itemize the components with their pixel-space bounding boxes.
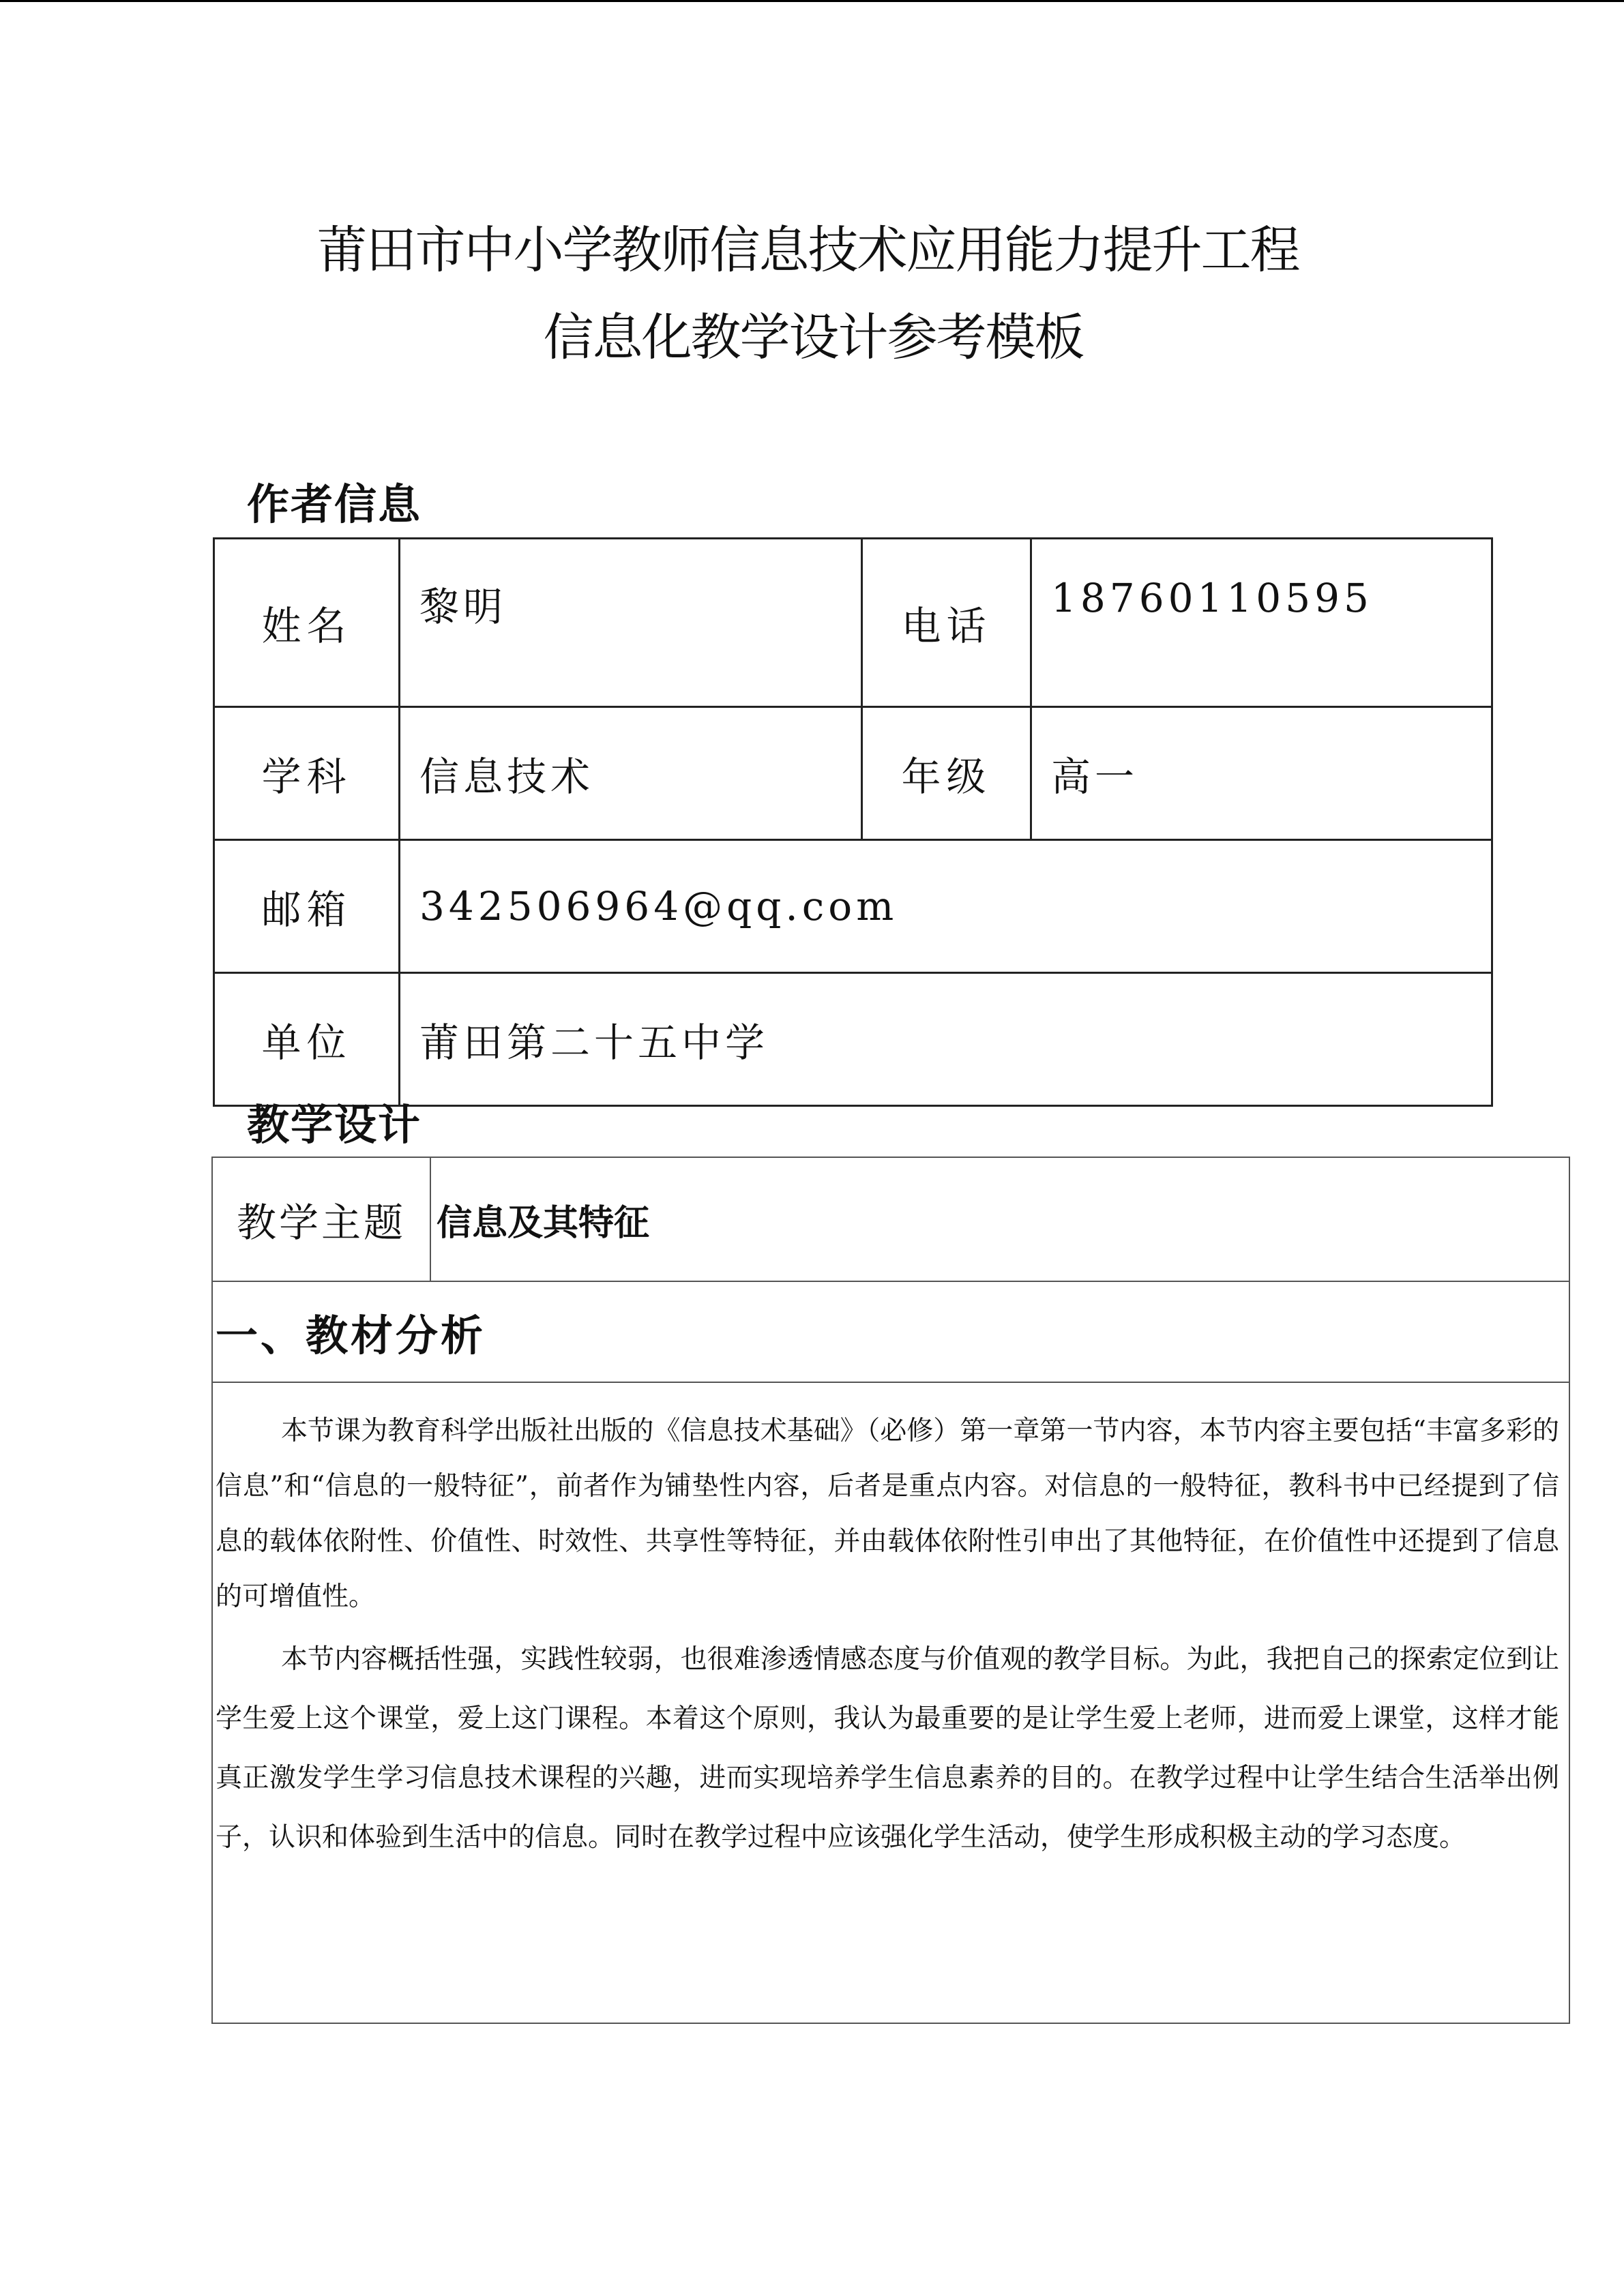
author-info-heading: 作者信息 bbox=[247, 479, 422, 529]
theme-value: 信息及其特征 bbox=[430, 1157, 1569, 1281]
subject-value: 信息技术 bbox=[400, 707, 862, 840]
grade-label: 年级 bbox=[862, 707, 1031, 840]
email-value: 342506964@qq.com bbox=[400, 840, 1492, 973]
subject-label: 学科 bbox=[214, 707, 400, 840]
grade-value: 高一 bbox=[1031, 707, 1492, 840]
author-row-subject-grade bbox=[214, 707, 1492, 840]
analysis-heading-row bbox=[212, 1281, 1569, 1382]
author-row-name-phone bbox=[214, 539, 1492, 707]
document-title-line1: 莆田市中小学教师信息技术应用能力提升工程 bbox=[316, 221, 1299, 280]
name-label: 姓名 bbox=[214, 539, 400, 707]
analysis-body-row bbox=[212, 1382, 1569, 2023]
document-title-line2: 信息化教学设计参考模板 bbox=[543, 308, 1084, 367]
email-label: 邮箱 bbox=[214, 840, 400, 973]
analysis-paragraph-2: 本节内容概括性强，实践性较弱，也很难渗透情感态度与价值观的教学目标。为此，我把自己的探索定位到让学生爱上这个课堂，爱上这门课程。本着这个原则，我认为最重要的是让学生爱上老师，进而爱上课堂，这样才能真正激发学生学习信息技术课程的兴趣，进而实现培养学生信息素养的目的。在教学过程中让学生结合生活举出例子，认识和体验到生活中的信息。同时在教学过程中应该强化学生活动，使学生形成积极主动的学习态度。 bbox=[216, 1644, 1559, 1853]
author-info-table bbox=[213, 537, 1493, 1107]
name-value: 黎明 bbox=[400, 539, 862, 707]
phone-value: 18760110595 bbox=[1031, 539, 1492, 707]
teaching-design-heading: 教学设计 bbox=[247, 1100, 422, 1150]
unit-value: 莆田第二十五中学 bbox=[400, 973, 1492, 1106]
page-top-border bbox=[0, 0, 1624, 2]
analysis-paragraph-1: 本节课为教育科学出版社出版的《信息技术基础》（必修）第一章第一节内容，本节内容主要包括“丰富多彩的信息”和“信息的一般特征”，前者作为铺垫性内容，后者是重点内容。对信息的一般特征，教科书中已经提到了信息的载体依附性、价值性、时效性、共享性等特征，并由载体依附性引申出了其他特征，在价值性中还提到了信息的可增值性。 bbox=[216, 1416, 1559, 1612]
author-row-unit bbox=[214, 973, 1492, 1106]
theme-label: 教学主题 bbox=[212, 1157, 430, 1281]
teaching-design-table bbox=[211, 1157, 1570, 2024]
unit-label: 单位 bbox=[214, 973, 400, 1106]
phone-label: 电话 bbox=[862, 539, 1031, 707]
analysis-heading: 一、教材分析 bbox=[212, 1281, 1569, 1382]
theme-row bbox=[212, 1157, 1569, 1281]
author-row-email bbox=[214, 840, 1492, 973]
analysis-body bbox=[212, 1382, 1569, 2023]
